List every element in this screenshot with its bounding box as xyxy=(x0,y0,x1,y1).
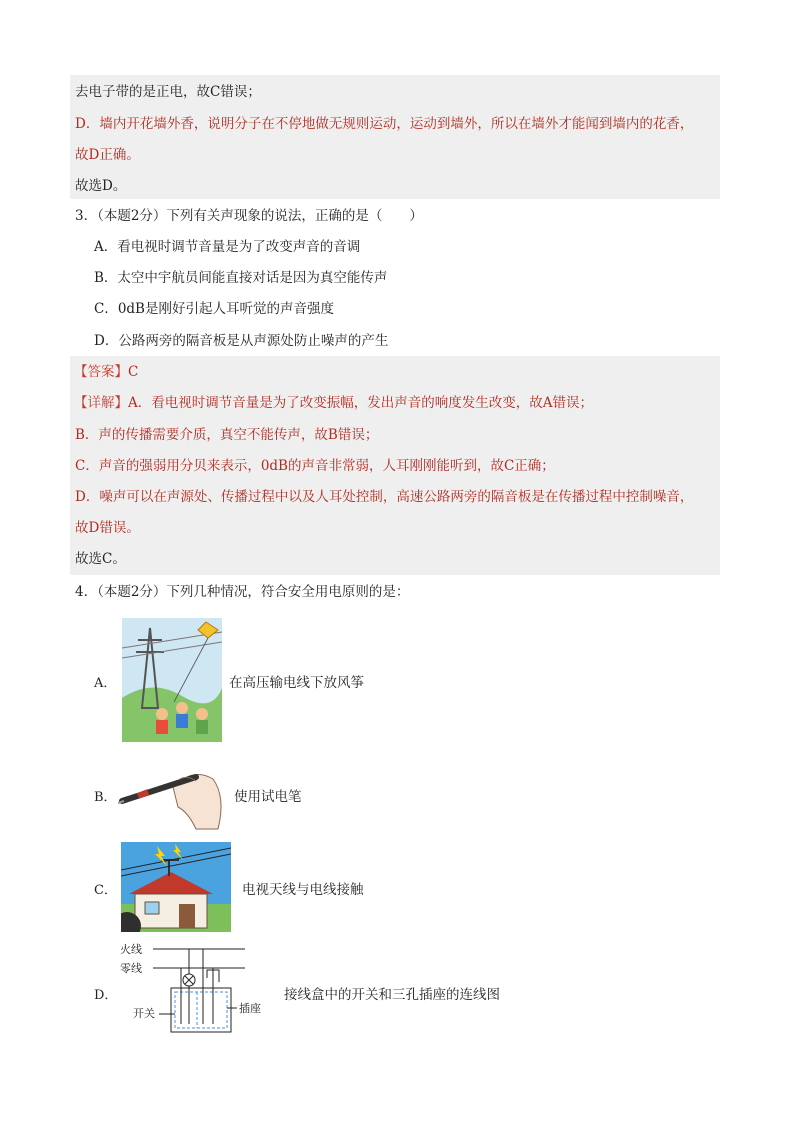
prev-explanation-line-d2: 故D正确。 xyxy=(75,147,140,163)
neutral-wire-label: 零线 xyxy=(120,962,142,975)
detail-a-text: A．看电视时调节音量是为了改变振幅，发出声音的响度发生改变，故A错误； xyxy=(128,395,593,411)
q3-detail-d1: D．噪声可以在声源处、传播过程中以及人耳处控制，高速公路两旁的隔音板是在传播过程中控制噪音， xyxy=(75,489,694,505)
q3-detail-d2: 故D错误。 xyxy=(75,520,140,536)
switch-label: 开关 xyxy=(133,1007,155,1020)
q3-option-d: D．公路两旁的隔音板是从声源处防止噪声的产生 xyxy=(94,333,389,349)
q4-option-c-caption: 电视天线与电线接触 xyxy=(242,882,364,898)
prev-conclusion: 故选D。 xyxy=(75,178,127,194)
q4-option-a-caption: 在高压输电线下放风筝 xyxy=(229,675,364,691)
prev-explanation-line-d1: D．墙内开花墙外香，说明分子在不停地做无规则运动，运动到墙外，所以在墙外才能闻到墙内的花香， xyxy=(75,116,694,132)
wiring-diagram xyxy=(115,940,280,1040)
live-wire-label: 火线 xyxy=(120,943,142,956)
answer-value: C xyxy=(128,364,139,380)
socket-label: 插座 xyxy=(239,1002,261,1015)
kite-powerline-image xyxy=(122,618,222,742)
detail-tag: 【详解】 xyxy=(74,395,128,411)
q4-option-b-label: B． xyxy=(94,790,117,805)
q3-option-b: B．太空中宇航员间能直接对话是因为真空能传声 xyxy=(94,270,388,286)
q4-stem: 4．（本题2分）下列几种情况，符合安全用电原则的是： xyxy=(75,584,410,600)
q4-option-b-caption: 使用试电笔 xyxy=(234,789,302,805)
q3-detail-a xyxy=(74,394,593,412)
q4-option-d-caption: 接线盒中的开关和三孔插座的连线图 xyxy=(284,987,500,1003)
prev-explanation-line-c: 去电子带的是正电，故C错误； xyxy=(75,84,261,100)
q3-detail-b: B．声的传播需要介质，真空不能传声，故B错误； xyxy=(75,427,379,443)
q3-option-a: A．看电视时调节音量是为了改变声音的音调 xyxy=(94,239,361,255)
q4-option-a-label: A． xyxy=(94,676,117,691)
q3-stem: 3．（本题2分）下列有关声现象的说法，正确的是（ ） xyxy=(75,208,423,224)
q3-detail-c: C．声音的强弱用分贝来表示，0dB的声音非常弱，人耳刚刚能听到，故C正确； xyxy=(75,458,555,474)
answer-tag: 【答案】 xyxy=(74,364,128,380)
q3-answer xyxy=(74,363,138,381)
q4-option-c-label: C． xyxy=(94,883,117,898)
tv-antenna-image xyxy=(121,842,231,932)
q3-option-c: C．0dB是刚好引起人耳听觉的声音强度 xyxy=(94,301,334,317)
q4-option-d-label: D． xyxy=(94,988,118,1003)
test-pen-image xyxy=(118,757,228,832)
q3-conclusion: 故选C。 xyxy=(75,551,126,567)
